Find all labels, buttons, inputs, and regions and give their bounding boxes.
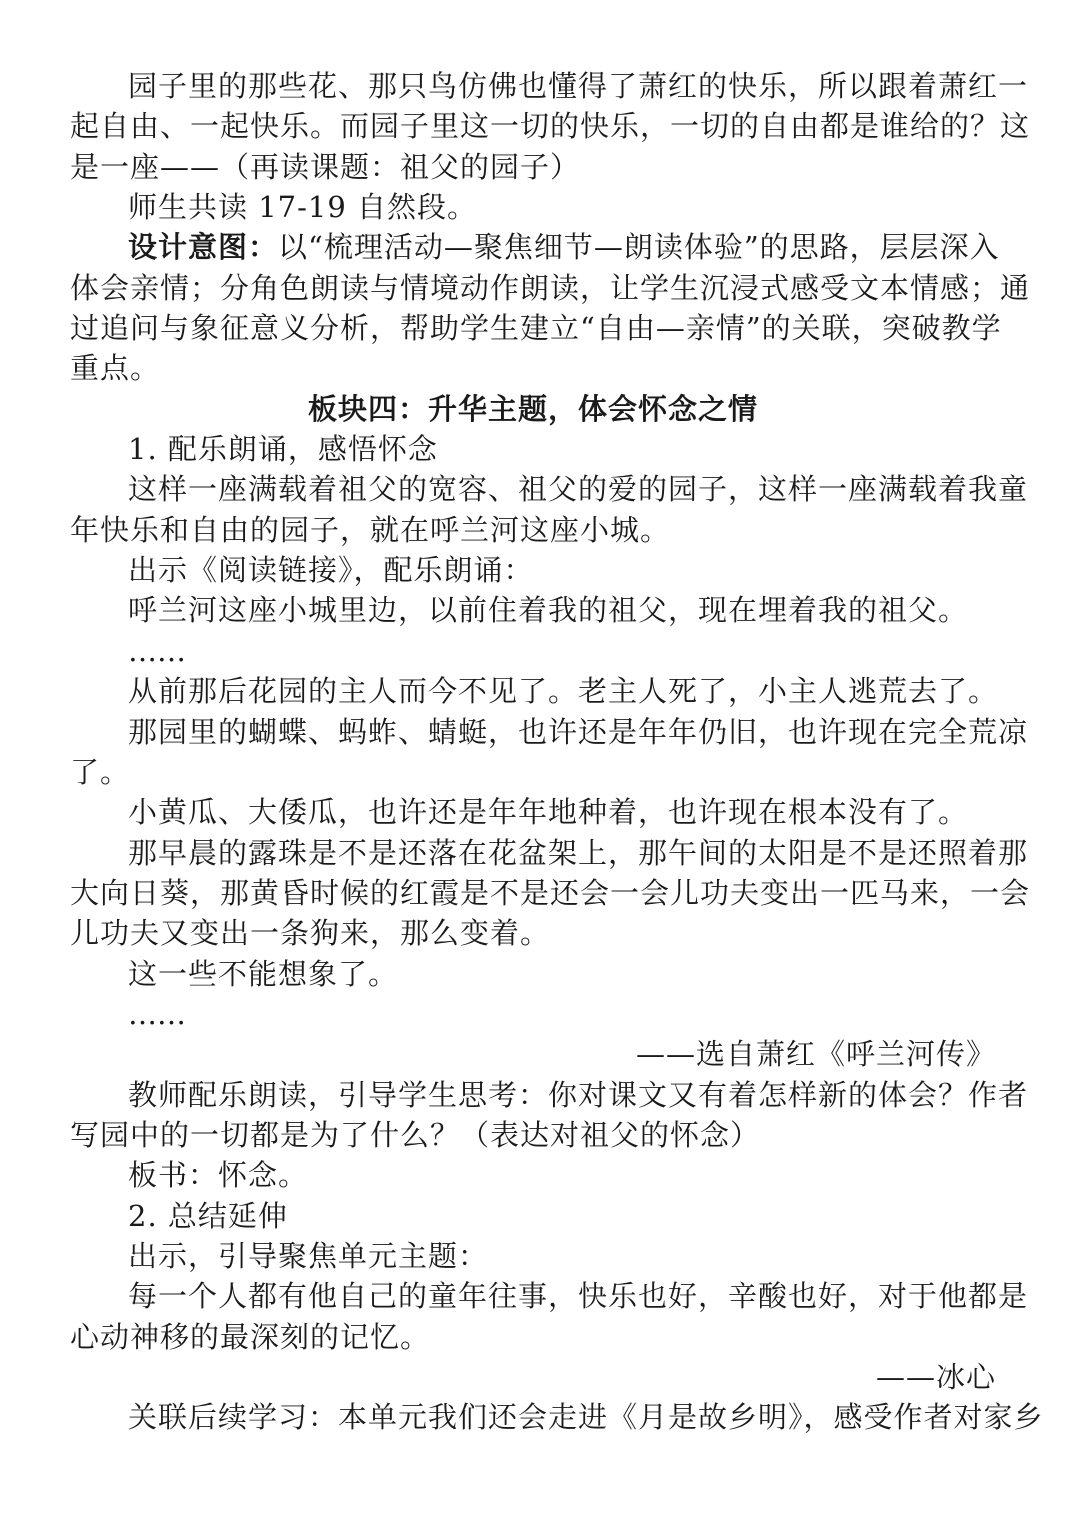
paragraph-line: 教师配乐朗读，引导学生思考：你对课文又有着怎样新的体会？作者 <box>128 1077 1029 1112</box>
paragraph-line: 板书：怀念。 <box>128 1158 309 1193</box>
quote-line: 了。 <box>70 754 131 789</box>
quote-source: ——选自萧红《呼兰河传》 <box>635 1037 996 1072</box>
section-heading: 板块四：升华主题，体会怀念之情 <box>307 391 758 426</box>
quote-line: 呼兰河这座小城里边，以前住着我的祖父，现在埋着我的祖父。 <box>128 593 969 628</box>
quote-line: 每一个人都有他自己的童年往事，快乐也好，辛酸也好，对于他都是 <box>128 1279 1029 1314</box>
quote-line: 这一些不能想象了。 <box>128 956 399 991</box>
paragraph-line: 园子里的那些花、那只鸟仿佛也懂得了萧红的快乐，所以跟着萧红一 <box>128 69 1029 103</box>
paragraph-line: 关联后续学习：本单元我们还会走进《月是故乡明》，感受作者对家乡 <box>128 1400 1044 1435</box>
quote-line: 那早晨的露珠是不是还落在花盆架上，那午间的太阳是不是还照着那 <box>128 835 1029 870</box>
quote-source: ——冰心 <box>875 1360 996 1394</box>
paragraph-line: 师生共读 17-19 自然段。 <box>128 190 478 225</box>
paragraph-line: 体会亲情；分角色朗读与情境动作朗读，让学生沉浸式感受文本情感；通 <box>70 270 1031 305</box>
design-intent-label: 设计意图： <box>128 230 279 265</box>
quote-line: 小黄瓜、大倭瓜，也许还是年年地种着，也许现在根本没有了。 <box>128 795 969 830</box>
subheading: 2. 总结延伸 <box>128 1198 288 1233</box>
paragraph-line: 这样一座满载着祖父的宽容、祖父的爱的园子，这样一座满载着我童 <box>128 472 1029 507</box>
subheading: 1. 配乐朗诵，感悟怀念 <box>128 432 438 467</box>
quote-line: 大向日葵，那黄昏时候的红霞是不是还会一会儿功夫变出一匹马来，一会 <box>70 875 1031 910</box>
paragraph-line: 出示《阅读链接》，配乐朗诵： <box>128 553 534 588</box>
paragraph-line: 过追问与象征意义分析，帮助学生建立“自由—亲情”的关联，突破教学 <box>70 311 1002 346</box>
paragraph-line: 出示，引导聚焦单元主题： <box>128 1238 489 1273</box>
paragraph-line: 写园中的一切都是为了什么？（表达对祖父的怀念） <box>70 1117 761 1152</box>
document-page <box>70 66 1044 1438</box>
quote-line: 那园里的蝴蝶、蚂蚱、蜻蜓，也许还是年年仍旧，也许现在完全荒凉 <box>128 714 1029 749</box>
design-intent-line <box>70 227 1000 267</box>
quote-line: 心动神移的最深刻的记忆。 <box>70 1319 431 1354</box>
quote-ellipsis: …… <box>128 996 186 1031</box>
paragraph-line: 重点。 <box>70 351 161 386</box>
paragraph-line: 起自由、一起快乐。而园子里这一切的快乐，一切的自由都是谁给的？这 <box>70 109 1031 144</box>
paragraph-line: 年快乐和自由的园子，就在呼兰河这座小城。 <box>70 512 671 547</box>
design-intent-text: 以“梳理活动—聚焦细节—朗读体验”的思路，层层深入 <box>278 230 1000 265</box>
quote-line: 从前那后花园的主人而今不见了。老主人死了，小主人逃荒去了。 <box>128 674 999 709</box>
quote-line: 儿功夫又变出一条狗来，那么变着。 <box>70 916 551 951</box>
paragraph-line: 是一座——（再读课题：祖父的园子） <box>70 149 581 184</box>
quote-ellipsis: …… <box>128 633 186 668</box>
